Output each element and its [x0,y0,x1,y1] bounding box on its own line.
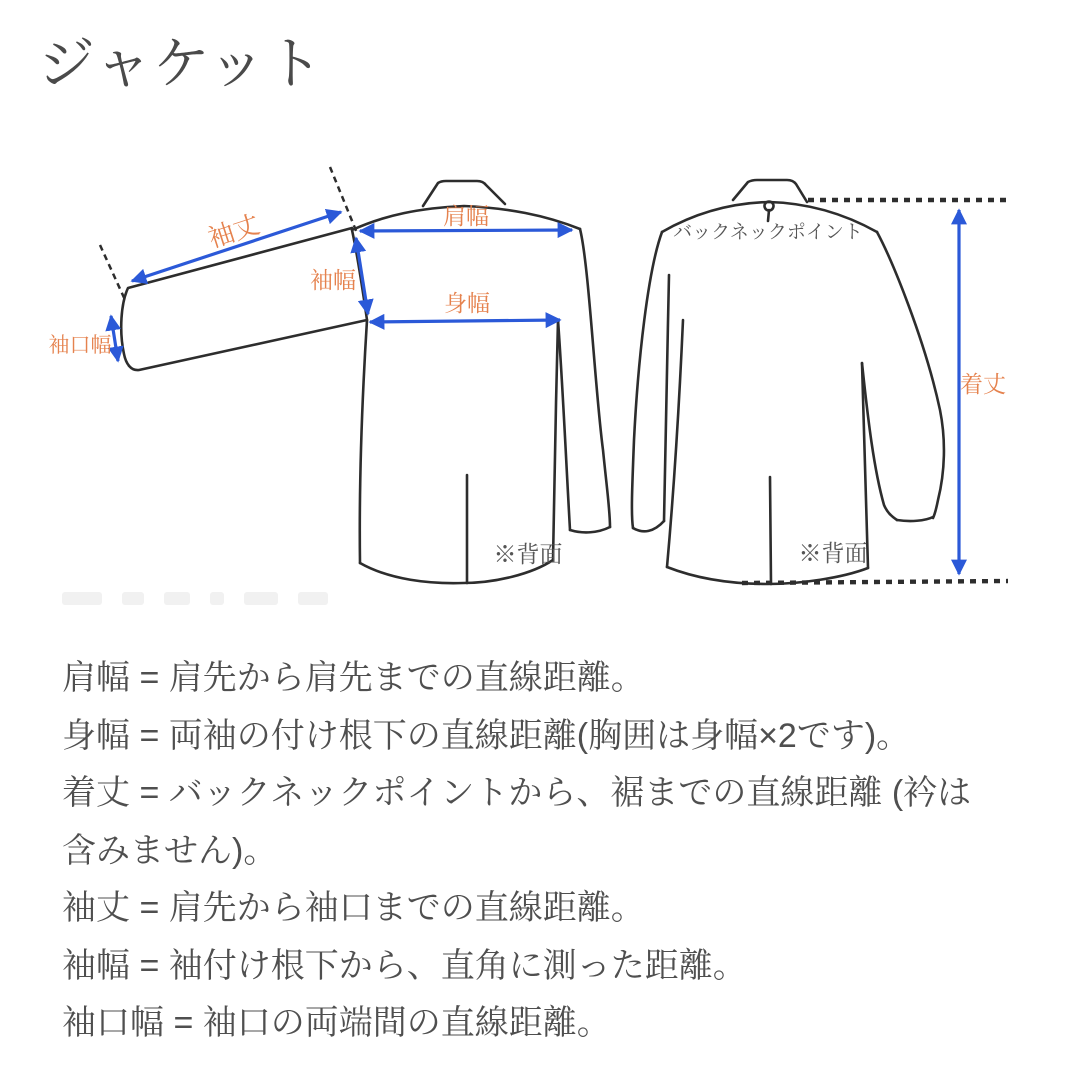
body-length-label: 着丈 [960,371,1006,397]
back-jacket-left-sleeve-outer [632,232,662,528]
page-title: ジャケット [38,32,325,96]
definition-body-width: 身幅 = 両袖の付け根下の直線距離(胸囲は身幅×2です)。 [62,716,911,755]
front-jacket-right-side [553,320,558,560]
front-jacket-right-sleeve-inner [558,320,570,530]
jacket-measurement-diagram [0,160,1080,620]
sleeve-width-arrow [356,238,368,314]
back-neck-point-label: バックネックポイント [673,222,863,243]
back-jacket-center-seam [770,477,771,584]
cuff-width-arrow [111,316,118,361]
back-view-note-front-jacket: ※背面 [493,541,563,567]
body-width-label: 身幅 [444,290,490,316]
definition-shoulder-width: 肩幅 = 肩先から肩先までの直線距離。 [62,659,645,697]
shoulder-width-arrow [360,230,572,231]
definition-cuff-width: 袖口幅 = 袖口の両端間の直線距離。 [62,1004,611,1042]
cuff-width-label: 袖口幅 [48,334,112,357]
definition-sleeve-width: 袖幅 = 袖付け根下から、直角に測った距離。 [62,946,747,985]
shoulder-width-label: 肩幅 [443,203,489,229]
body-width-arrow [370,320,560,322]
measurement-definitions [62,650,1062,1053]
back-view-note-back-jacket: ※背面 [798,540,868,566]
cropped-text-remnant [62,592,482,605]
sleeve-length-label: 袖丈 [204,208,264,254]
definition-sleeve-length: 袖丈 = 肩先から袖口までの直線距離。 [62,889,645,927]
bottom-reference-dotted-line [742,581,1008,583]
back-jacket-left-sleeve-inner [664,275,669,521]
front-jacket-right-sleeve-cuff [570,527,610,532]
back-jacket-collar [733,180,807,202]
definition-body-length-line1: 着丈 = バックネックポイントから、裾までの直線距離 (衿は [62,774,972,812]
front-jacket-sleeve-outline [121,228,367,370]
back-jacket-left-side [667,320,683,567]
definition-body-length-line2: 含みません)。 [62,831,278,870]
sleeve-width-label: 袖幅 [310,267,356,293]
back-jacket-right-sleeve-outer [877,232,944,518]
cuff-extension-dashed-line [100,245,126,302]
back-jacket-left-sleeve-cuff [633,521,664,531]
back-neck-point-marker-line [768,210,769,221]
shoulder-extension-dashed-line [330,167,357,233]
front-jacket-right-sleeve-outer [580,229,610,527]
back-jacket-right-sleeve-inner [862,363,897,520]
back-jacket-right-sleeve-cuff [897,517,933,521]
